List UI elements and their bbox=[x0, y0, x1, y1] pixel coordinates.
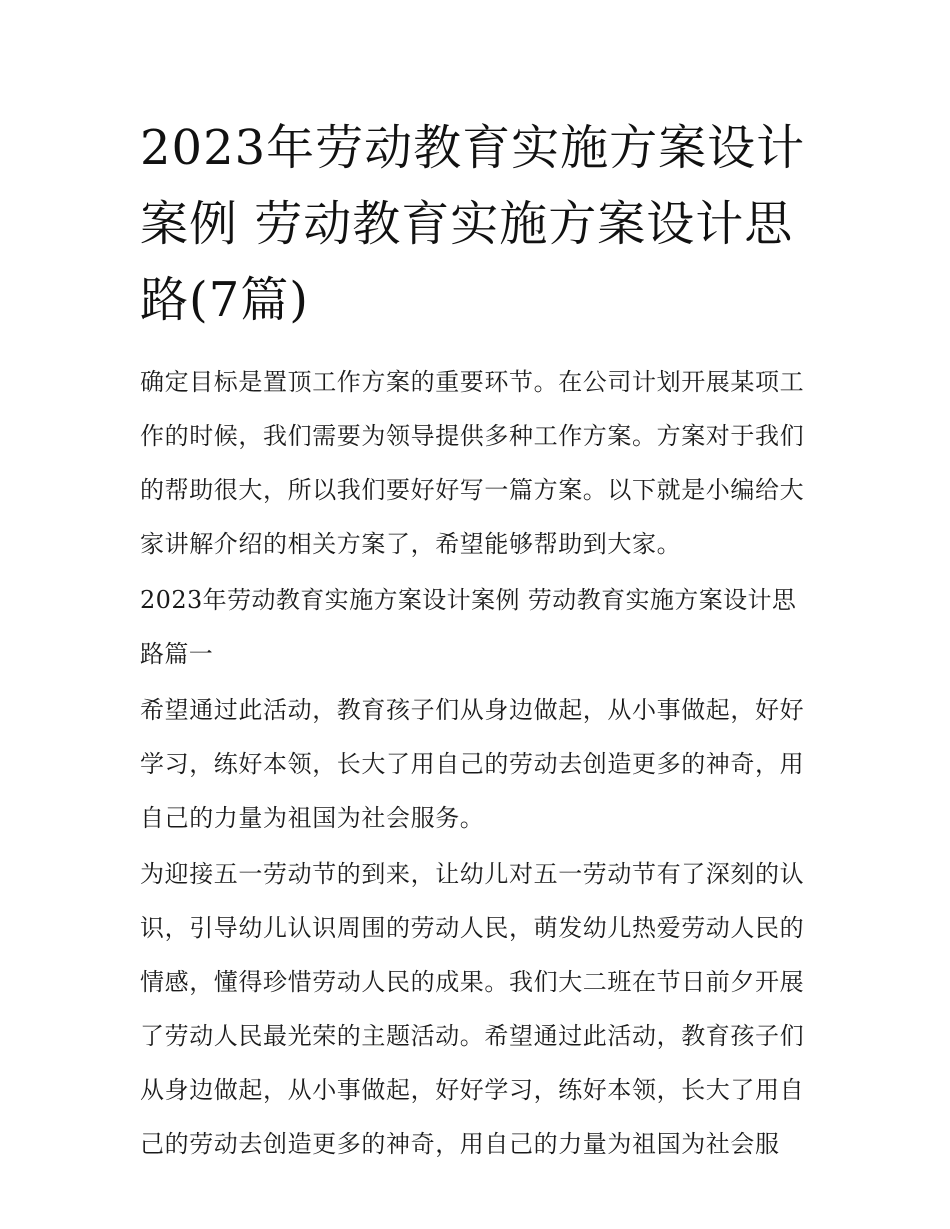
body-paragraph: 为迎接五一劳动节的到来，让幼儿对五一劳动节有了深刻的认识，引导幼儿认识周围的劳动人民，萌发幼儿热爱劳动人民的情感，懂得珍惜劳动人民的成果。我们大二班在节日前夕开展了劳动人民最光荣的主题活动。希望通过此活动，教育孩子们从身边做起，从小事做起，好好学习，练好本领，长大了用自己的劳动去创造更多的神奇，用自己的力量为祖国为社会服 bbox=[140, 860, 805, 1158]
document-body bbox=[140, 355, 820, 1173]
intro-paragraph: 确定目标是置顶工作方案的重要环节。在公司计划开展某项工作的时候，我们需要为领导提供多种工作方案。方案对于我们的帮助很大，所以我们要好好写一篇方案。以下就是小编给大家讲解介绍的相关方案了，希望能够帮助到大家。 bbox=[140, 368, 805, 558]
body-paragraph: 希望通过此活动，教育孩子们从身边做起，从小事做起，好好学习，练好本领，长大了用自己的劳动去创造更多的神奇，用自己的力量为祖国为社会服务。 bbox=[140, 696, 805, 832]
document-title: 2023年劳动教育实施方案设计案例 劳动教育实施方案设计思路(7篇) bbox=[140, 120, 806, 328]
section-heading: 2023年劳动教育实施方案设计案例 劳动教育实施方案设计思路篇一 bbox=[140, 586, 797, 668]
